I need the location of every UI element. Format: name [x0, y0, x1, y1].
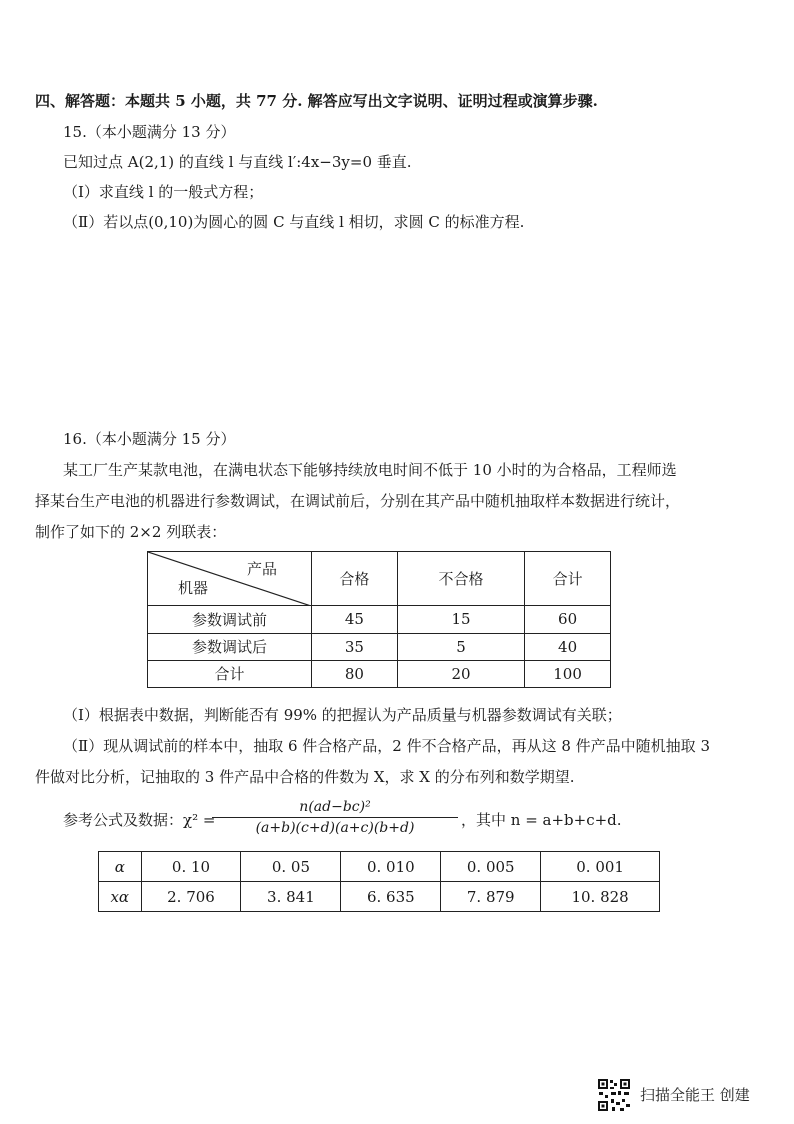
row-label-alpha: α	[99, 852, 142, 882]
cell: 7. 879	[441, 882, 541, 912]
q16-part2-line1: （Ⅱ）现从调试前的样本中，抽取 6 件合格产品，2 件不合格产品，再从这 8 件产品中随机抽取 3	[63, 737, 710, 755]
cell: 20	[397, 660, 524, 687]
cell: 100	[525, 660, 611, 687]
q15-title: 15.（本小题满分 13 分）	[63, 123, 236, 141]
row-label: 合计	[148, 660, 312, 687]
header-total: 合计	[525, 552, 611, 606]
cell: 45	[312, 606, 398, 633]
cell: 6. 635	[341, 882, 441, 912]
corner-label-machine: 机器	[178, 579, 209, 598]
q16-stem-line1: 某工厂生产某款电池，在满电状态下能够持续放电时间不低于 10 小时的为合格品，工程师选	[63, 461, 677, 479]
critical-value-table	[98, 851, 660, 912]
cell: 5	[397, 633, 524, 660]
cell: 0. 10	[141, 852, 241, 882]
formula-prefix: 参考公式及数据：χ² =	[63, 811, 216, 829]
cell: 40	[525, 633, 611, 660]
diagonal-line	[148, 552, 311, 606]
table-row	[148, 606, 611, 633]
table-row	[99, 882, 660, 912]
cell: 10. 828	[541, 882, 660, 912]
q15-part2: （Ⅱ）若以点(0,10)为圆心的圆 C 与直线 l 相切，求圆 C 的标准方程.	[63, 213, 525, 231]
formula-numerator: n(ad−bc)²	[299, 799, 371, 815]
corner-label-product: 产品	[246, 560, 277, 578]
cell: 3. 841	[241, 882, 341, 912]
header-unqualified: 不合格	[397, 552, 524, 606]
formula-denominator: (a+b)(c+d)(a+c)(b+d)	[255, 820, 415, 836]
table-row	[148, 633, 611, 660]
q16-part1: （Ⅰ）根据表中数据，判断能否有 99% 的把握认为产品质量与机器参数调试有关联；	[63, 706, 622, 724]
cell: 0. 005	[441, 852, 541, 882]
section-heading: 四、解答题：本题共 5 小题，共 77 分. 解答应写出文字说明、证明过程或演算步骤.	[35, 92, 598, 110]
q15-stem: 已知过点 A(2,1) 的直线 l 与直线 l′:4x−3y=0 垂直.	[63, 153, 412, 171]
cell: 0. 001	[541, 852, 660, 882]
q16-part2-line2: 件做对比分析，记抽取的 3 件产品中合格的件数为 X，求 X 的分布列和数学期望.	[35, 768, 575, 786]
q16-title: 16.（本小题满分 15 分）	[63, 430, 236, 448]
fraction-bar	[212, 817, 458, 818]
cell: 15	[397, 606, 524, 633]
q15-part1: （Ⅰ）求直线 l 的一般式方程；	[63, 183, 264, 201]
cell: 60	[525, 606, 611, 633]
cell: 0. 010	[341, 852, 441, 882]
table-row	[148, 660, 611, 687]
table-corner-cell	[148, 552, 312, 606]
formula-suffix: ，其中 n = a+b+c+d.	[461, 811, 622, 829]
row-label: 参数调试后	[148, 633, 312, 660]
cell: 0. 05	[241, 852, 341, 882]
header-qualified: 合格	[312, 552, 398, 606]
q16-stem-line3: 制作了如下的 2×2 列联表：	[35, 523, 227, 541]
qr-code-icon	[597, 1078, 631, 1112]
cell: 35	[312, 633, 398, 660]
cell: 2. 706	[141, 882, 241, 912]
table-row	[99, 852, 660, 882]
cell: 80	[312, 660, 398, 687]
q16-stem-line2: 择某台生产电池的机器进行参数调试，在调试前后，分别在其产品中随机抽取样本数据进行统计，	[35, 492, 681, 510]
contingency-table	[147, 551, 611, 688]
scanner-watermark: 扫描全能王 创建	[640, 1086, 750, 1104]
row-label-x-alpha: xα	[99, 882, 142, 912]
row-label: 参数调试前	[148, 606, 312, 633]
formula-fraction	[212, 798, 458, 837]
